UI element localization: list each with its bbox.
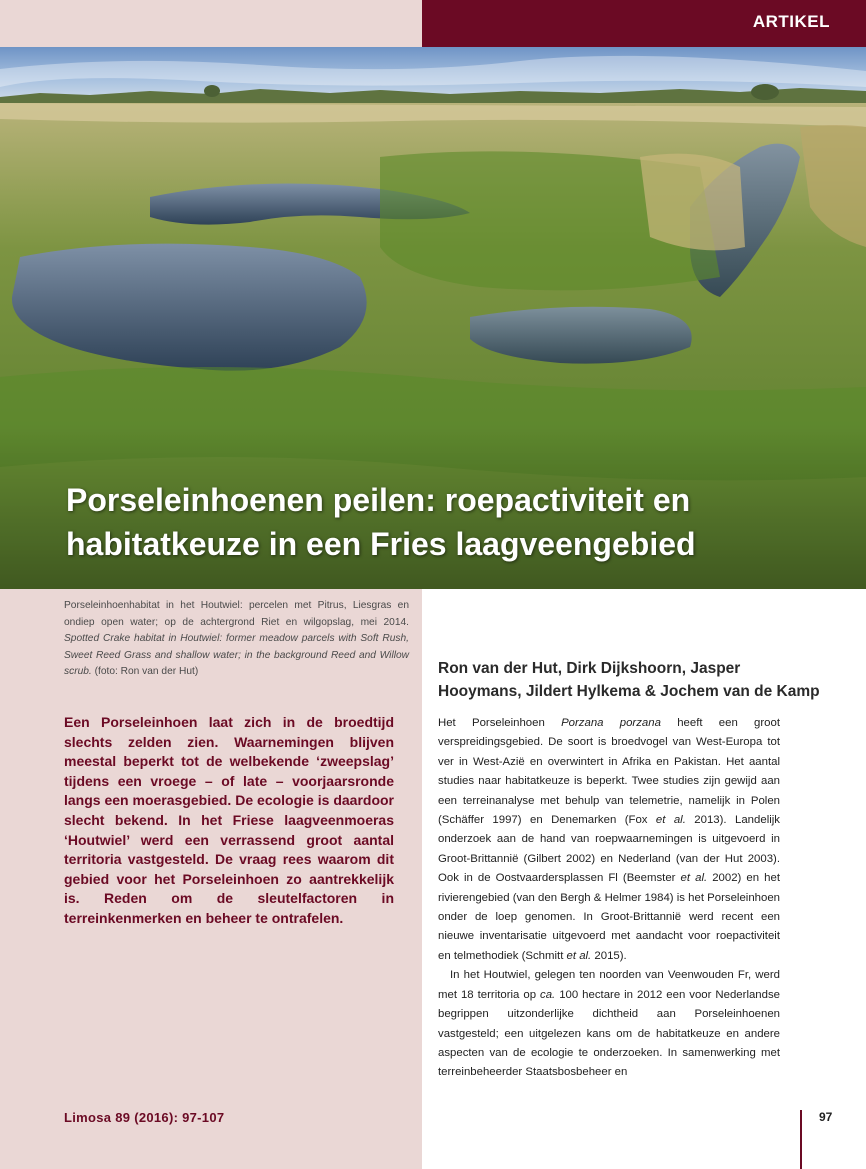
- text-run: In het Houtwiel, gelegen ten noorden van Veenwouden Fr, werd met 18 territoria op: [438, 969, 780, 1001]
- text-run: heeft een groot verspreidingsgebied. De soort is broedvogel van West-Europa tot ver in West-Azië en overwintert in Afrika en Pakistan. Het aantal studies naar habitatkeuze is beperkt. Twee studies zijn gewijd aan een terreinanalyse met behulp van telemetrie, namelijk in Polen (Schäffer 1997) en Denemarken (Fox: [438, 717, 781, 827]
- page-number: 97: [819, 1110, 833, 1124]
- abstract: Een Porseleinhoen laat zich in de broedtijd slechts zelden zien. Waarnemingen blijven meestal beperkt tot de welbekende ‘zweepslag’ tijdens een vroege – of late – voorjaarsronde langs een moerasgebied. De ecologie is daardoor slecht bekend. In het Friese laagveenmoeras ‘Houtwiel’ werd een verrassend groot aantal territoria vastgesteld. De vraag rees waarom dit gebied voor het Porseleinhoen zo aantrekkelijk is. Reden om de sleutelfactoren in terreinkenmerken en beheer te ontrafelen.: [64, 714, 394, 926]
- text-run: 100 hectare in 2012 een voor Nederlandse begrippen uitzonderlijke dichtheid aan Porseleinhoenen vastgesteld; een uitgelezen kans om de habitatkeuze en andere aspecten van de ecologie te onderzoeken. In samenwerking met terreinbeheerder Staatsbosbeheer en: [438, 988, 781, 1079]
- header-band-left: [0, 0, 422, 47]
- species-name: Porzana porzana: [561, 717, 661, 729]
- body-paragraph: [438, 714, 780, 966]
- caption-english: Spotted Crake habitat in Houtwiel: former meadow parcels with Soft Rush, Sweet Reed Grass and shallow water; in the background Reed and Willow scrub.: [64, 633, 409, 678]
- photo-caption: [64, 598, 409, 681]
- text-run: Het Porseleinhoen: [438, 717, 562, 729]
- text-run: ca.: [540, 988, 556, 1001]
- text-run: et al.: [655, 814, 686, 827]
- text-run: 2002) en het rivierengebied (van den Bergh & Helmer 1984) is het Porseleinhoen onder de loep genomen. In Groot-Brittannië werd recent een nieuwe inventarisatie uitgevoerd met aandacht voor roepactiviteit en telmethodiek (Schmitt: [438, 872, 780, 962]
- text-run: et al.: [566, 949, 592, 962]
- header-band-right: [422, 0, 866, 47]
- text-run: et al.: [680, 872, 708, 885]
- section-label: ARTIKEL: [752, 12, 830, 31]
- body-text: [438, 714, 780, 1083]
- author-list: Ron van der Hut, Dirk Dijkshoorn, Jasper Hooymans, Jildert Hylkema & Jochem van de Kamp: [438, 660, 820, 700]
- text-run: 2015).: [591, 949, 627, 962]
- body-paragraph: [438, 966, 780, 1082]
- journal-reference: Limosa 89 (2016): 97-107: [64, 1110, 225, 1125]
- text-run: 2013). Landelijk onderzoek aan de hand van roepwaarnemingen is uitgevoerd in Groot-Brittannië (Gilbert 2002) en Nederland (van der Hut 2003). Ook in de Oostvaardersplassen Fl (Beemster: [438, 814, 780, 885]
- footer-divider: [800, 1110, 802, 1169]
- caption-dutch: Porseleinhoenhabitat in het Houtwiel: percelen met Pitrus, Liesgras en ondiep open water; op de achtergrond Riet en wilgopslag, mei 2014.: [64, 600, 409, 628]
- caption-credit: (foto: Ron van der Hut): [94, 666, 199, 678]
- article-title: Porseleinhoenen peilen: roepactiviteit en habitatkeuze in een Fries laagveengebied: [66, 482, 696, 562]
